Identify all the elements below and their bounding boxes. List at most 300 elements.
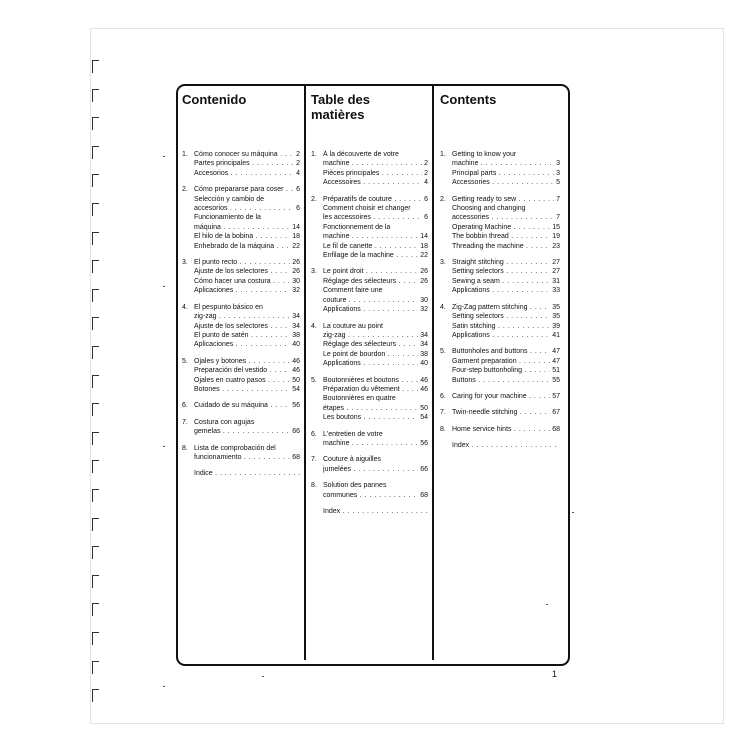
toc-line (452, 195, 560, 204)
toc-line-label: Choosing and changing (452, 205, 526, 213)
toc-line-label: Accesorios . . . (194, 169, 294, 178)
entry-number: 1. (440, 151, 446, 158)
toc-line (194, 312, 300, 321)
toc-line-label: Costura con agujas (194, 418, 255, 426)
toc-line (452, 223, 560, 232)
toc-line (194, 195, 300, 204)
toc-line (323, 150, 428, 159)
toc-line-page: 3 (556, 160, 560, 168)
toc-line-page: 26 (292, 259, 300, 267)
binding-hole (92, 117, 99, 130)
toc-line-page: 35 (552, 303, 560, 311)
binding-hole (92, 403, 99, 416)
toc-line-label: Sewing a seam . . . (452, 277, 550, 286)
toc-line-label: Four-step buttonholing . . . (452, 366, 550, 375)
toc-line-page: 57 (552, 392, 560, 400)
entry-number: 4. (311, 322, 317, 330)
toc-line-label: accessories . . . (452, 213, 554, 222)
toc-line-label: Garment preparation . . . (452, 357, 550, 366)
binding-hole (92, 232, 99, 245)
toc-line-page: 4 (424, 179, 428, 187)
toc-line-page: 56 (292, 402, 300, 410)
column-title: Contents (440, 92, 497, 107)
toc-line (323, 331, 428, 340)
toc-line-label: Comment faire une (323, 287, 383, 295)
toc-line-page: 2 (424, 160, 428, 168)
toc-line-label: Cómo hacer una costura . . . (194, 277, 290, 286)
toc-line-label: Buttonholes and buttons . . . (452, 347, 550, 356)
toc-line (194, 366, 300, 375)
entry-number: 3. (440, 259, 446, 267)
toc-line (323, 413, 428, 422)
scan-speck (546, 604, 548, 605)
toc-line (194, 258, 300, 267)
toc-line-label: Enhebrado de la máquina . . . (194, 242, 290, 251)
entry-number: 4. (182, 303, 188, 311)
toc-line-page: 50 (420, 404, 428, 412)
toc-line (452, 277, 560, 286)
toc-line-label: Couture à aiguilles (323, 456, 381, 464)
toc-entry (440, 258, 560, 296)
toc-line-page: 22 (420, 252, 428, 260)
toc-line (194, 376, 300, 385)
binding-hole (92, 432, 99, 445)
toc-line-page: 47 (552, 357, 560, 365)
toc-line-label: Réglage des sélecteurs . . . (323, 277, 418, 286)
toc-line-page: 32 (420, 306, 428, 314)
toc-line-page: 32 (292, 287, 300, 295)
toc-line-label: Lista de comprobación del (194, 444, 276, 452)
binding-hole (92, 89, 99, 102)
toc-entry (440, 425, 560, 434)
toc-line-page: 50 (292, 376, 300, 384)
toc-line-label: The bobbin thread . . . (452, 232, 550, 241)
toc-line-page: 51 (552, 367, 560, 375)
toc-line (452, 425, 560, 434)
toc-entry (311, 430, 428, 449)
binding-hole (92, 632, 99, 645)
toc-line (452, 347, 560, 356)
toc-line-label: Préparation du vêtement . . . (323, 385, 418, 394)
toc-line-label: machine . . . (323, 159, 422, 168)
toc-line-label: Cómo conocer su máquina . . . (194, 150, 294, 159)
toc-line-label: Getting to know your (452, 151, 517, 158)
toc-line-label: Boutonnières et boutons . . . (323, 376, 418, 385)
toc-line-label: Threading the machine . . . (452, 242, 550, 251)
entry-number: 6. (182, 402, 188, 410)
toc-line-label: Pièces principales . . . (323, 169, 422, 178)
column-spanish (182, 92, 300, 486)
toc-entry (311, 267, 428, 314)
toc-line-label: Home service hints . . . (452, 425, 550, 434)
toc-line-label: gemelas . . . (194, 427, 290, 436)
toc-line-label: Partes principales . . . (194, 159, 294, 168)
column-divider (304, 86, 306, 660)
entry-number: 8. (182, 444, 188, 452)
toc-line-page: 67 (552, 409, 560, 417)
toc-line-page: 19 (552, 233, 560, 241)
toc-entry (182, 418, 300, 437)
toc-line (194, 469, 300, 478)
toc-line-label: Réglage des sélecteurs . . . (323, 340, 418, 349)
toc-line (323, 491, 428, 500)
toc-line-page: 15 (552, 223, 560, 231)
entry-number: 3. (182, 259, 188, 267)
binding-hole (92, 174, 99, 187)
toc-line (194, 277, 300, 286)
toc-line-page: 26 (420, 277, 428, 285)
toc-line-page: 14 (420, 233, 428, 241)
toc-line-label: accesorios . . . (194, 204, 294, 213)
toc-line (452, 258, 560, 267)
toc-line-label: Index . . . (452, 441, 560, 450)
toc-line-page: 34 (420, 341, 428, 349)
binding-hole (92, 489, 99, 502)
toc-line-label: Cómo prepararse para coser . . . (194, 185, 294, 194)
entry-list (440, 150, 560, 451)
toc-line-label: Ojales y botones . . . (194, 357, 290, 366)
toc-line (194, 303, 300, 312)
toc-line (194, 357, 300, 366)
toc-line-label: El punto de satén . . . (194, 331, 290, 340)
toc-line (452, 159, 560, 168)
toc-entry (182, 444, 300, 463)
toc-line (452, 286, 560, 295)
toc-line (194, 159, 300, 168)
toc-line (323, 340, 428, 349)
toc-line-label: Cuidado de su máquina . . . (194, 401, 290, 410)
toc-line-label: Enfilage de la machine . . . (323, 251, 418, 260)
toc-line (323, 242, 428, 251)
entry-number: 2. (182, 186, 188, 194)
toc-line-page: 27 (552, 259, 560, 267)
entry-number: 8. (440, 425, 446, 433)
toc-line-label: machine . . . (323, 439, 418, 448)
toc-line-label: Funcionamiento de la (194, 214, 261, 222)
toc-line (194, 169, 300, 178)
toc-line-label: El pespunto básico en (194, 303, 263, 311)
toc-line-label: Applications . . . (452, 331, 550, 340)
toc-line (323, 376, 428, 385)
toc-line (323, 322, 428, 331)
toc-line (323, 296, 428, 305)
toc-line-label: funcionamiento . . . (194, 453, 290, 462)
toc-entry (440, 150, 560, 188)
toc-entry (182, 469, 300, 478)
toc-line-label: Préparatifs de couture . . . (323, 195, 422, 204)
toc-line-label: Principal parts . . . (452, 169, 554, 178)
toc-line-label: máquina . . . (194, 223, 290, 232)
toc-line-label: Accessoires . . . (323, 178, 422, 187)
entry-number: 8. (311, 482, 317, 490)
entry-number: 1. (182, 151, 188, 158)
toc-line (194, 286, 300, 295)
toc-line (452, 169, 560, 178)
entry-number: 7. (311, 456, 317, 464)
toc-line-label: Le fil de canette . . . (323, 242, 418, 251)
toc-line (452, 376, 560, 385)
toc-line-page: 6 (424, 214, 428, 222)
toc-line (323, 267, 428, 276)
toc-line (323, 507, 428, 516)
toc-line (194, 213, 300, 222)
toc-line (452, 357, 560, 366)
toc-line-label: communes . . . (323, 491, 418, 500)
toc-line-page: 33 (552, 287, 560, 295)
toc-line-label: Applications . . . (452, 286, 550, 295)
toc-line-page: 26 (420, 268, 428, 276)
binding-hole (92, 60, 99, 73)
toc-line-label: Fonctionnement de la (323, 223, 391, 231)
toc-line (194, 242, 300, 251)
toc-line (452, 204, 560, 213)
toc-line (323, 394, 428, 403)
toc-line-page: 46 (420, 376, 428, 384)
toc-entry (182, 303, 300, 350)
scan-speck (163, 446, 165, 447)
toc-line-label: jumelées . . . (323, 465, 418, 474)
toc-line-label: étapes . . . (323, 404, 418, 413)
toc-line (323, 404, 428, 413)
binding-hole (92, 289, 99, 302)
toc-line-label: Applications . . . (323, 305, 418, 314)
scan-speck (572, 512, 574, 513)
binding-hole (92, 518, 99, 531)
toc-entry (440, 392, 560, 401)
toc-line-page: 6 (424, 195, 428, 203)
toc-line-label: Aplicaciones . . . (194, 340, 290, 349)
toc-line-page: 41 (552, 331, 560, 339)
column-title: Contenido (182, 92, 247, 107)
binding-hole (92, 317, 99, 330)
toc-line-page: 34 (292, 322, 300, 330)
column-english (440, 92, 560, 458)
toc-line-label: Satin stitching . . . (452, 322, 550, 331)
toc-line-label: Aplicaciones . . . (194, 286, 290, 295)
toc-line-label: Ajuste de los selectores . . . (194, 267, 290, 276)
toc-line-label: Zig-Zag pattern stitching . . . (452, 303, 550, 312)
toc-line-label: Accessories . . . (452, 178, 554, 187)
entry-number: 5. (311, 376, 317, 384)
toc-line-label: Twin-needle stitching . . . (452, 408, 550, 417)
toc-line-page: 66 (420, 465, 428, 473)
toc-line-page: 46 (420, 385, 428, 393)
toc-line-page: 66 (292, 428, 300, 436)
toc-line (452, 150, 560, 159)
toc-line-label: Selección y cambio de (194, 195, 265, 203)
entry-number: 1. (311, 151, 317, 158)
toc-line (323, 359, 428, 368)
toc-entry (182, 357, 300, 395)
toc-line-page: 26 (292, 268, 300, 276)
scan-speck (163, 286, 165, 287)
toc-line-label: Comment choisir et changer (323, 205, 411, 213)
toc-entry (440, 195, 560, 251)
toc-line-page: 18 (292, 233, 300, 241)
entry-number: 6. (440, 392, 446, 400)
toc-line (452, 213, 560, 222)
toc-line-label: Ajuste de los selectores . . . (194, 322, 290, 331)
toc-entry (440, 408, 560, 417)
toc-line-page: 39 (552, 322, 560, 330)
toc-line (452, 242, 560, 251)
toc-line (323, 277, 428, 286)
toc-entry (440, 441, 560, 450)
toc-line (452, 366, 560, 375)
toc-line (194, 150, 300, 159)
toc-line-page: 40 (292, 341, 300, 349)
toc-line-label: À la découverte de votre (323, 151, 399, 158)
toc-entry (311, 195, 428, 261)
toc-entry (182, 185, 300, 251)
toc-line (452, 232, 560, 241)
toc-line-label: zig-zag . . . (194, 312, 290, 321)
toc-line (194, 453, 300, 462)
toc-line (323, 350, 428, 359)
binding-hole (92, 689, 99, 702)
toc-line (323, 169, 428, 178)
toc-line-label: Solution des pannes (323, 482, 387, 490)
entry-list (311, 150, 428, 516)
toc-line (323, 159, 428, 168)
toc-line (323, 481, 428, 490)
toc-line-label: Applications . . . (323, 359, 418, 368)
toc-line (323, 178, 428, 187)
scan-speck (262, 676, 264, 677)
toc-line-page: 38 (420, 350, 428, 358)
toc-line-page: 2 (424, 169, 428, 177)
toc-line-page: 22 (292, 242, 300, 250)
toc-line (323, 232, 428, 241)
toc-line-page: 18 (420, 242, 428, 250)
toc-line-page: 31 (552, 277, 560, 285)
binding-hole (92, 575, 99, 588)
toc-entry (311, 507, 428, 516)
toc-line (194, 204, 300, 213)
toc-line-page: 2 (296, 151, 300, 158)
entry-number: 6. (311, 430, 317, 438)
toc-line-label: Botones . . . (194, 385, 290, 394)
toc-line (194, 427, 300, 436)
scan-speck (163, 686, 165, 687)
entry-number: 4. (440, 303, 446, 311)
column-french (311, 92, 428, 523)
binding-hole (92, 146, 99, 159)
toc-line (194, 331, 300, 340)
toc-line (452, 408, 560, 417)
entry-number: 3. (311, 268, 317, 276)
binding-hole (92, 260, 99, 273)
toc-line-page: 27 (552, 268, 560, 276)
column-divider (432, 86, 434, 660)
toc-line-page: 56 (420, 439, 428, 447)
toc-line-page: 38 (292, 331, 300, 339)
toc-line-page: 7 (556, 214, 560, 222)
toc-line (194, 223, 300, 232)
toc-line-label: El punto recto . . . (194, 258, 290, 267)
toc-line (323, 286, 428, 295)
toc-line-page: 68 (420, 491, 428, 499)
toc-line (323, 213, 428, 222)
entry-number: 2. (311, 195, 317, 203)
scan-speck (163, 156, 165, 157)
toc-line-label: Ojales en cuatro pasos . . . (194, 376, 290, 385)
toc-entry (311, 455, 428, 474)
toc-line-label: Indice . . . (194, 469, 300, 478)
toc-line (323, 195, 428, 204)
toc-line-label: machine . . . (323, 232, 418, 241)
toc-line (452, 331, 560, 340)
binding-hole (92, 661, 99, 674)
toc-line-page: 68 (292, 453, 300, 461)
toc-line (452, 312, 560, 321)
toc-line-page: 14 (292, 223, 300, 231)
toc-entry (182, 258, 300, 296)
entry-number: 5. (440, 348, 446, 356)
toc-line-page: 47 (552, 348, 560, 356)
toc-line-page: 30 (420, 296, 428, 304)
toc-line-page: 7 (556, 195, 560, 203)
toc-line (452, 178, 560, 187)
toc-line (194, 322, 300, 331)
entry-list (182, 150, 300, 479)
toc-line (323, 223, 428, 232)
toc-line (323, 204, 428, 213)
toc-line-page: 6 (296, 205, 300, 213)
toc-line-page: 3 (556, 169, 560, 177)
toc-line (452, 392, 560, 401)
toc-entry (182, 150, 300, 178)
toc-line-label: Le point de bourdon . . . (323, 350, 418, 359)
binding-hole (92, 375, 99, 388)
toc-line-page: 34 (292, 313, 300, 321)
toc-entry (311, 322, 428, 369)
entry-number: 2. (440, 195, 446, 203)
toc-line-page: 55 (552, 376, 560, 384)
toc-line (323, 385, 428, 394)
toc-line-label: Le point droit . . . (323, 267, 418, 276)
toc-line-page: 5 (556, 179, 560, 187)
entry-number: 7. (182, 418, 188, 426)
toc-line-label: L'entretien de votre (323, 430, 383, 438)
toc-line-label: El hilo de la bobina . . . (194, 232, 290, 241)
toc-line-page: 4 (296, 169, 300, 177)
toc-entry (440, 303, 560, 341)
toc-entry (311, 481, 428, 500)
toc-line-label: Index . . . (323, 507, 428, 516)
toc-line (194, 232, 300, 241)
toc-line (194, 267, 300, 276)
toc-line-label: Getting ready to sew . . . (452, 195, 554, 204)
toc-entry (311, 150, 428, 188)
toc-line (452, 322, 560, 331)
toc-line-page: 54 (292, 385, 300, 393)
toc-line (323, 455, 428, 464)
toc-line-label: Straight stitching . . . (452, 258, 550, 267)
toc-line-page: 40 (420, 360, 428, 368)
entry-number: 7. (440, 409, 446, 417)
toc-line-label: couture . . . (323, 296, 418, 305)
toc-line-page: 54 (420, 414, 428, 422)
toc-entry (440, 347, 560, 385)
binding-hole (92, 460, 99, 473)
entry-number: 5. (182, 357, 188, 365)
toc-line-label: Buttons . . . (452, 376, 550, 385)
toc-line (323, 305, 428, 314)
toc-line-label: Preparación del vestido . . . (194, 366, 290, 375)
toc-line (194, 418, 300, 427)
toc-entry (182, 401, 300, 410)
